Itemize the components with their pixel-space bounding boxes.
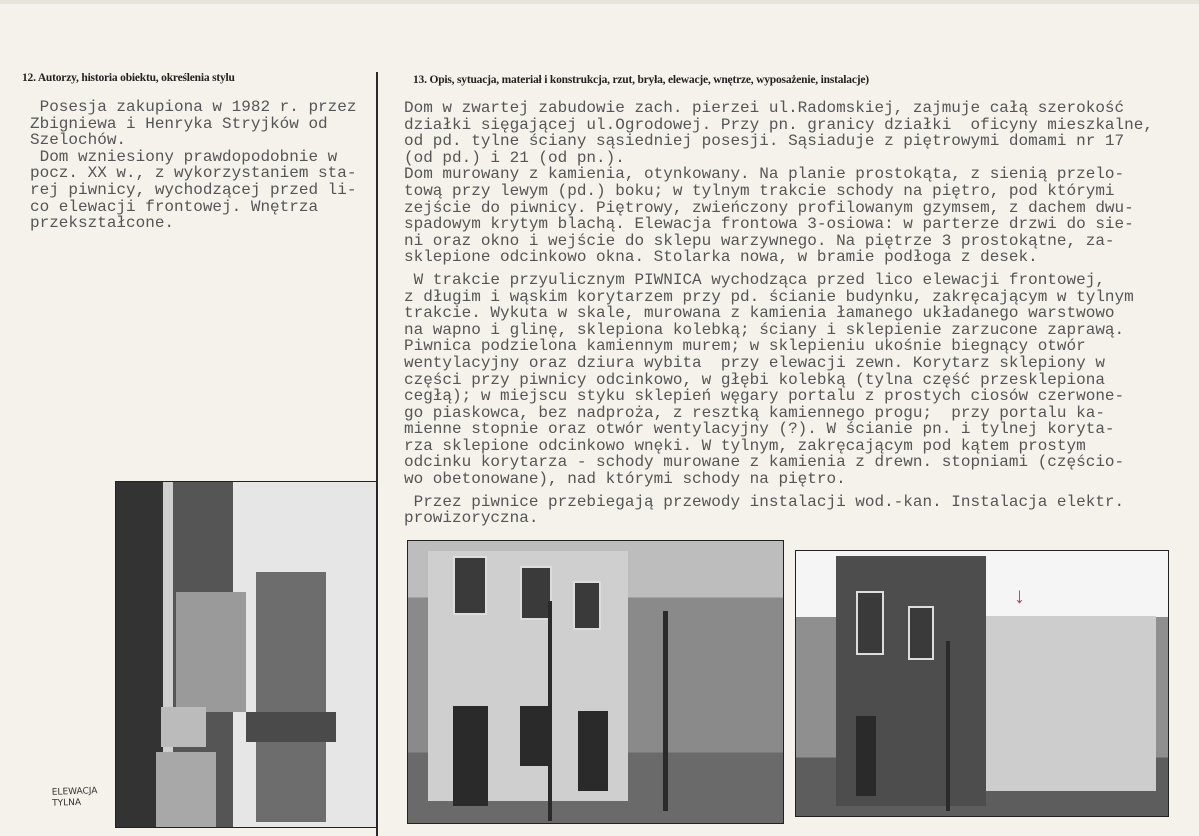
text-line: odcinku korytarza - schody murowane z kamienia z drewn. stopniami (częścio- <box>404 453 1125 472</box>
section-12-text <box>30 99 356 232</box>
caption-line: TYLNA <box>52 797 82 809</box>
text-line: spadowym krytym blachą. Elewacja frontowa 3-osiowa: w parterze drzwi do sie- <box>404 215 1134 234</box>
photo-street-perspective <box>795 550 1169 817</box>
text-line: przekształcone. <box>30 214 175 233</box>
text-line: Zbigniewa i Henryka Stryjków od <box>30 114 328 133</box>
text-line: wo obetonowane), nad którymi schody na piętro. <box>404 470 846 489</box>
text-line: części przy piwnicy odcinkowo, w głębi kolebką (tylna część przesklepiona <box>404 370 1105 389</box>
photo-caption-handwritten <box>52 786 98 810</box>
text-line: zejście do piwnicy. Piętrowy, zwieńczony profilowanym gzymsem, z dachem dwu- <box>404 198 1134 217</box>
text-line: z długim i wąskim korytarzem przy pd. ścianie budynku, zakręcającym w tylnym <box>404 287 1134 306</box>
text-line: Piwnica podzielona kamiennym murem; w sklepieniu ukośnie biegnący otwór <box>404 337 1086 356</box>
section-13-text <box>404 100 1153 527</box>
caption-line: ELEWACJA <box>51 786 98 798</box>
photo-rear-elevation <box>115 481 377 828</box>
text-line: rej piwnicy, wychodzącej przed li- <box>30 180 357 199</box>
text-line: Dom murowany z kamienia, otynkowany. Na planie prostokąta, z sienią przelo- <box>404 165 1125 184</box>
text-line: sklepione odcinkowo okna. Stolarka nowa, w bramie podłoga z desek. <box>404 248 1038 267</box>
text-line: działki sięgającej ul.Ogrodowej. Przy pn. granicy działki oficyny mieszkalne, <box>404 115 1153 134</box>
text-line: Dom w zwartej zabudowie zach. pierzei ul.Radomskiej, zajmuje całą szerokość <box>404 99 1125 117</box>
text-line: co elewacji frontowej. Wnętrza <box>30 197 319 216</box>
marker-arrow-icon: ↓ <box>1014 583 1025 608</box>
photo-street-facade <box>407 540 784 824</box>
text-line: tową przy lewym (pd.) boku; w tylnym trakcie schody na piętro, pod którymi <box>404 181 1115 200</box>
text-line: Szelochów. <box>30 131 127 150</box>
text-line: od pd. tylne ściany sąsiedniej posesji. Sąsiaduje z piętrowymi domami nr 17 <box>404 132 1125 151</box>
text-line: go piaskowca, bez nadproża, z resztką kamiennego progu; przy portalu ka- <box>404 403 1105 422</box>
page-edge <box>0 0 1199 4</box>
text-line: mienne stopnie oraz otwór wentylacyjny (?). W ścianie pn. i tylnej koryta- <box>404 420 1115 439</box>
text-line: Dom wzniesiony prawdopodobnie w <box>30 147 338 166</box>
text-line: pocz. XX w., z wykorzystaniem sta- <box>30 164 357 183</box>
text-line: trakcie. Wykuta w skale, murowana z kamienia łamanego układanego warstwowo <box>404 304 1115 323</box>
text-line: cegłą); w miejscu styku sklepień węgary portalu z prostych ciosów czerwone- <box>404 387 1125 406</box>
text-line: na wapno i glinę, sklepiona kolebką; ściany i sklepienie zarzucone zaprawą. <box>404 320 1125 339</box>
text-line: Przez piwnice przebiegają przewody instalacji wod.-kan. Instalacja elektr. <box>404 492 1125 511</box>
text-line: rza sklepione odcinkowo wnęki. W tylnym, zakręcającym pod kątem prostym <box>404 436 1086 455</box>
text-line: ni oraz okno i wejście do sklepu warzywnego. Na piętrze 3 prostokątne, za- <box>404 231 1115 250</box>
text-line: prowizoryczna. <box>404 509 539 528</box>
text-line: (od pd.) i 21 (od pn.). <box>404 148 625 167</box>
text-line: Posesja zakupiona w 1982 r. przez <box>30 98 357 116</box>
section-12-header: 12. Autorzy, historia obiektu, określenia stylu <box>22 72 235 84</box>
text-line: W trakcie przyulicznym PIWNICA wychodząca przed lico elewacji frontowej, <box>404 270 1105 289</box>
text-line: wentylacyjny oraz dziura wybita przy elewacji zewn. Korytarz sklepiony w <box>404 353 1105 372</box>
section-13-header: 13. Opis, sytuacja, materiał i konstrukcja, rzut, bryła, elewacje, wnętrze, wyposażenie, instalacje) <box>413 74 869 86</box>
